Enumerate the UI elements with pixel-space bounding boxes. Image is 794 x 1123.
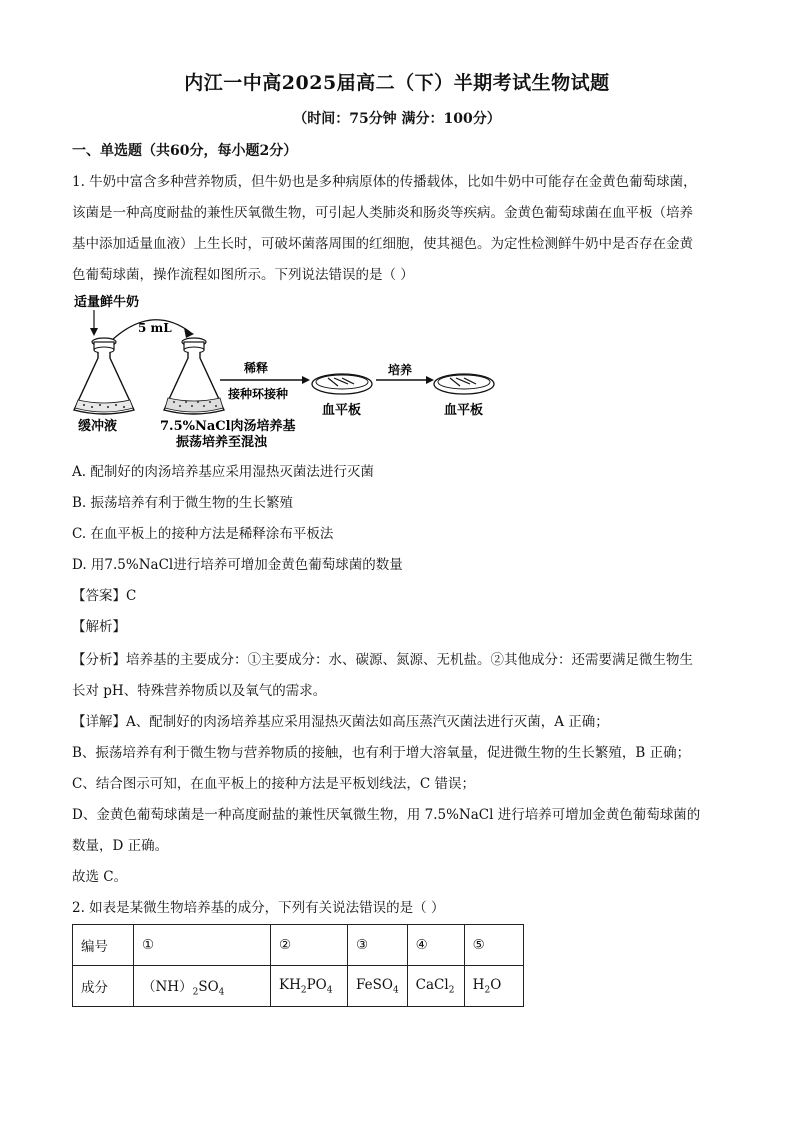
shake-label: 振荡培养至混浊 — [176, 435, 268, 450]
q1-stem-line: 1. 牛奶中富含多种营养物质，但牛奶也是多种病原体的传播载体，比如牛奶中可能存在金黄色葡萄球菌， — [72, 174, 697, 190]
q1-stem-line: 色葡萄球菌，操作流程如图所示。下列说法错误的是（ ） — [72, 267, 414, 283]
q2-table — [72, 924, 524, 1007]
flask-broth — [164, 338, 224, 414]
table-cell: ② — [271, 925, 348, 966]
milk-arrow-head — [90, 328, 98, 336]
plate-1-label: 血平板 — [322, 403, 362, 418]
volume-label: 5 mL — [138, 321, 172, 335]
plate-2-label: 血平板 — [444, 403, 484, 418]
table-cell: 编号 — [73, 925, 134, 966]
table-cell: $(NH)_2SO_4$ — [134, 966, 271, 1007]
broth-label: 7.5%NaCl肉汤培养基 — [160, 419, 296, 434]
blood-plate-1 — [312, 374, 372, 394]
dilute-label: 稀释 — [244, 361, 269, 375]
q1-analysis-line: 故选 C。 — [72, 869, 128, 885]
q1-answer: 【答案】C — [72, 588, 137, 604]
q1-analysis-line: 长对 pH、特殊营养物质以及氧气的需求。 — [72, 683, 327, 699]
q1-option-a: A. 配制好的肉汤培养基应采用湿热灭菌法进行灭菌 — [72, 464, 374, 480]
milk-label: 适量鲜牛奶 — [74, 295, 140, 310]
transfer-arrow-head — [184, 328, 194, 338]
arrow-2-head — [426, 376, 434, 384]
table-cell: $KH_2PO_4$ — [271, 966, 348, 1007]
q1-stem-line: 基中添加适量血液）上生长时，可破坏菌落周围的红细胞，使其褪色。为定性检测鲜牛奶中是否存在金黄 — [72, 236, 693, 252]
table-cell: CaCl$_2$ — [407, 966, 464, 1007]
q1-option-c: C. 在血平板上的接种方法是稀释涂布平板法 — [72, 526, 334, 542]
q1-analysis-line: 【详解】A、配制好的肉汤培养基应采用湿热灭菌法如高压蒸汽灭菌法进行灭菌，A 正确； — [72, 714, 609, 730]
q1-analysis-line: D、金黄色葡萄球菌是一种高度耐盐的兼性厌氧微生物，用 7.5%NaCl 进行培养可增加金黄色葡萄球菌的 — [72, 807, 701, 823]
table-cell: ④ — [407, 925, 464, 966]
table-row — [73, 925, 524, 966]
page-subtitle: （时间：75分钟 满分：100分） — [293, 111, 501, 127]
q1-option-b: B. 振荡培养有利于微生物的生长繁殖 — [72, 495, 294, 511]
table-cell: ③ — [348, 925, 408, 966]
q1-analysis-heading: 【解析】 — [72, 619, 126, 635]
section-heading: 一、单选题（共60分，每小题2分） — [72, 143, 298, 159]
table-cell: 成分 — [73, 966, 134, 1007]
table-cell: ⑤ — [464, 925, 523, 966]
table-cell: FeSO$_4$ — [348, 966, 408, 1007]
flask-buffer — [74, 338, 134, 414]
q1-figure — [72, 292, 502, 450]
page-title: 内江一中高2025届高二（下）半期考试生物试题 — [184, 72, 610, 94]
table-row — [73, 966, 524, 1007]
table-cell: ① — [134, 925, 271, 966]
q1-option-d: D. 用7.5%NaCl进行培养可增加金黄色葡萄球菌的数量 — [72, 557, 403, 573]
blood-plate-2 — [434, 374, 494, 394]
culture-label: 培养 — [388, 363, 413, 377]
table-cell: $H_2O$ — [464, 966, 523, 1007]
q2-stem: 2. 如表是某微生物培养基的成分，下列有关说法错误的是（ ） — [72, 900, 445, 916]
q1-analysis-line: 数量，D 正确。 — [72, 838, 169, 854]
q1-analysis-line: B、振荡培养有利于微生物与营养物质的接触，也有利于增大溶氧量，促进微生物的生长繁殖，B 正确； — [72, 745, 691, 761]
q1-analysis-line: 【分析】培养基的主要成分：①主要成分：水、碳源、氮源、无机盐。②其他成分：还需要满足微生物生 — [72, 652, 693, 668]
inoculate-label: 接种环接种 — [228, 387, 289, 401]
buffer-label: 缓冲液 — [78, 419, 118, 434]
arrow-1-head — [302, 376, 310, 384]
experiment-diagram — [72, 292, 502, 450]
q1-analysis-line: C、结合图示可知，在血平板上的接种方法是平板划线法，C 错误； — [72, 776, 475, 792]
q1-stem-line: 该菌是一种高度耐盐的兼性厌氧微生物，可引起人类肺炎和肠炎等疾病。金黄色葡萄球菌在血平板（培养 — [72, 205, 693, 221]
